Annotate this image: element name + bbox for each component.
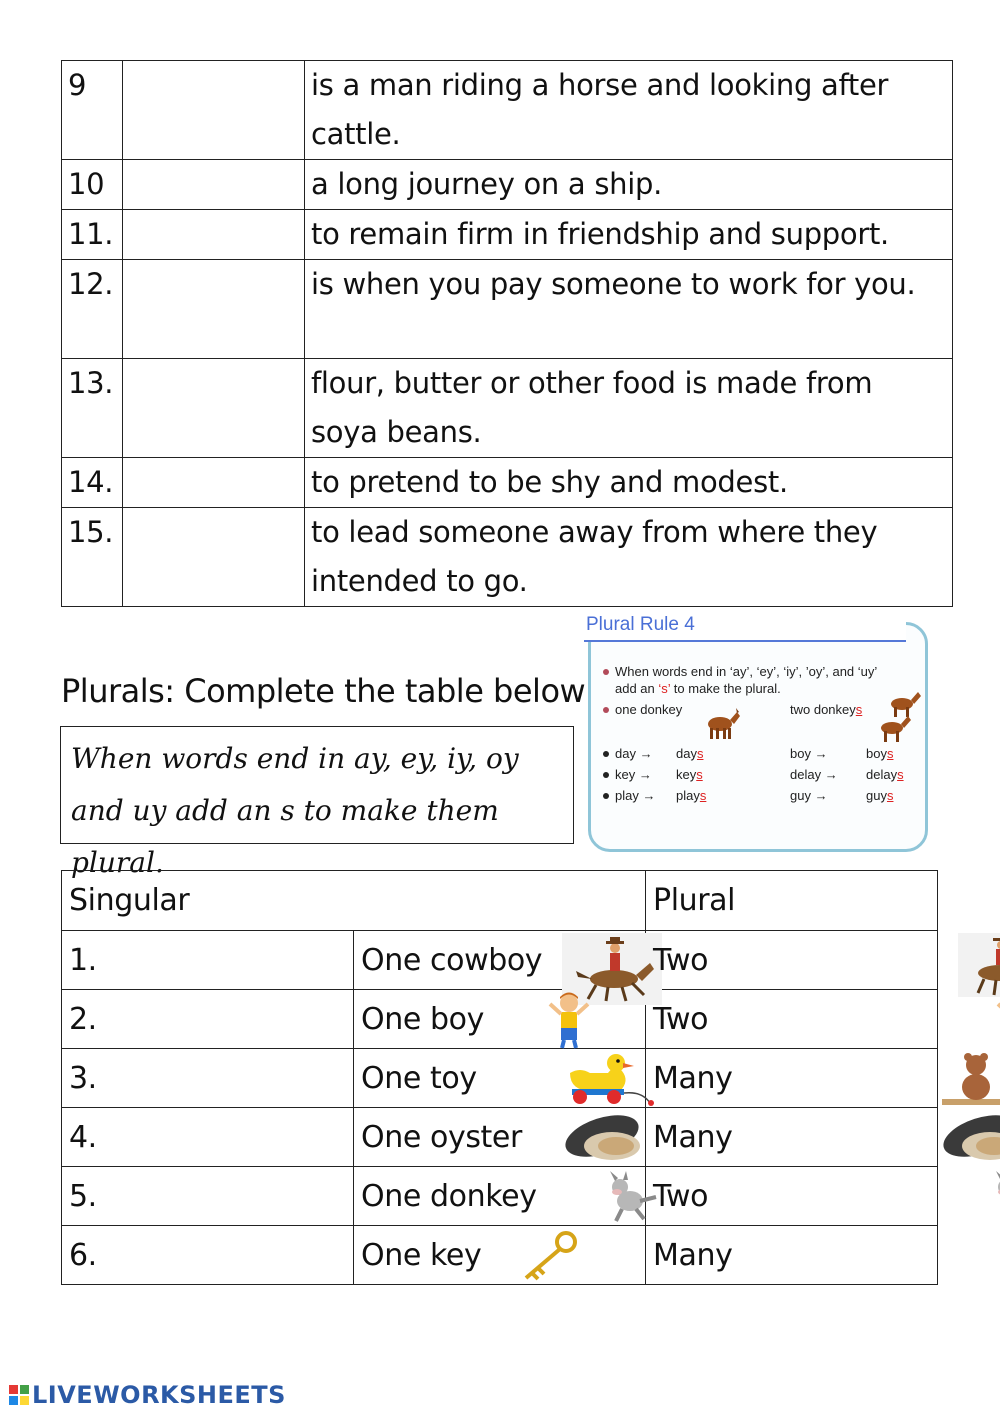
vocab-definition: is a man riding a horse and looking after cattle. (305, 61, 953, 160)
plural-answer-input[interactable] (740, 1238, 934, 1276)
one-donkey-label: one donkey (615, 702, 683, 717)
plural-answer-input[interactable] (740, 1120, 934, 1158)
s-highlight: s (855, 702, 863, 717)
pair-a: play → (615, 788, 656, 803)
vocab-answer-input[interactable] (123, 518, 304, 550)
plurals-row (62, 1167, 938, 1226)
vocab-answer-input[interactable] (123, 369, 304, 401)
bullet-dot (603, 793, 609, 799)
plurals-row (62, 990, 938, 1049)
row-number: 1. (62, 931, 354, 990)
vocab-definition: to lead someone away from where they intended to go. (305, 508, 953, 607)
oyster-icon (560, 1112, 650, 1166)
singular-cell (354, 1049, 646, 1108)
vocab-number: 14. (62, 458, 123, 508)
plural-answer-input[interactable] (740, 943, 934, 981)
vocab-answer-input[interactable] (123, 468, 304, 500)
singular-cell (354, 1108, 646, 1167)
vocab-row (62, 160, 953, 210)
plural-answer-input[interactable] (740, 1179, 934, 1217)
singular-cell (354, 1226, 646, 1285)
rule-text: add an (615, 681, 659, 696)
boys-icon (994, 992, 1000, 1050)
bullet-dot (603, 772, 609, 778)
donkey-icon (702, 704, 742, 740)
vocab-definition: to remain firm in friendship and support. (305, 210, 953, 260)
plural-cell[interactable] (646, 1167, 938, 1226)
vocab-number: 10 (62, 160, 123, 210)
vocab-answer-input[interactable] (123, 170, 304, 202)
plurals-row (62, 1049, 938, 1108)
liveworksheets-brand (8, 1380, 286, 1410)
s-highlight: s (696, 767, 703, 782)
singular-cell (354, 990, 646, 1049)
plurals-table (61, 870, 938, 1285)
s-highlight: s (699, 788, 707, 803)
vocab-number: 9 (62, 61, 123, 160)
vocab-answer-cell[interactable] (123, 260, 305, 359)
bullet-dot (603, 707, 609, 713)
rule-card-bullet-1: When words end in ‘ay’, ‘ey’, ‘iy’, ’oy’, and ‘uy’ (615, 664, 878, 679)
vocab-row (62, 260, 953, 359)
boy-icon (546, 992, 592, 1050)
vocab-row (62, 61, 953, 160)
rule-text: to make the plural. (670, 681, 781, 696)
pair-d (866, 767, 904, 782)
plural-rule-box: When words end in ay, ey, iy, oy and uy add an s to make them plural. (60, 726, 574, 844)
word-stem: delay (866, 767, 898, 782)
plural-prefix: Many (653, 1060, 733, 1096)
plural-prefix: Two (653, 942, 709, 978)
vocab-definition: is when you pay someone to work for you. (305, 260, 953, 359)
vocab-definition: flour, butter or other food is made from soya beans. (305, 359, 953, 458)
vocab-row (62, 458, 953, 508)
vocabulary-table (61, 60, 953, 607)
pair-a: day → (615, 746, 653, 761)
plural-answer-input[interactable] (740, 1002, 934, 1040)
plural-cell[interactable] (646, 1226, 938, 1285)
pair-b (676, 767, 703, 782)
pair-c: guy → (790, 788, 828, 803)
plural-cell[interactable] (646, 990, 938, 1049)
vocab-answer-cell[interactable] (123, 160, 305, 210)
singular-word: One oyster (361, 1119, 522, 1155)
row-number: 5. (62, 1167, 354, 1226)
row-number: 6. (62, 1226, 354, 1285)
plural-cell[interactable] (646, 1049, 938, 1108)
singular-cell (354, 931, 646, 990)
donkeys-icon (992, 1171, 1000, 1225)
cowboys-icon (958, 933, 1000, 997)
plurals-row (62, 1108, 938, 1167)
pair-b (676, 746, 703, 761)
col-plural: Plural (646, 871, 938, 931)
singular-word: One donkey (361, 1178, 537, 1214)
plural-cell[interactable] (646, 931, 938, 990)
vocab-number: 11. (62, 210, 123, 260)
word-stem: play (676, 788, 700, 803)
singular-word: One toy (361, 1060, 477, 1096)
pair-a: key → (615, 767, 652, 782)
s-highlight: s (696, 746, 704, 761)
s-highlight: s (886, 746, 894, 761)
liveworksheets-logo-icon (8, 1384, 30, 1406)
vocab-row (62, 508, 953, 607)
vocab-row (62, 210, 953, 260)
donkeys-icon (874, 686, 924, 746)
plural-cell[interactable] (646, 1108, 938, 1167)
plural-prefix: Many (653, 1119, 733, 1155)
vocab-answer-cell[interactable] (123, 61, 305, 160)
singular-cell (354, 1167, 646, 1226)
vocab-number: 12. (62, 260, 123, 359)
key-icon (520, 1228, 582, 1284)
plurals-header-row (62, 871, 938, 931)
plural-rule-card (584, 612, 932, 854)
word-stem: day (676, 746, 697, 761)
s-highlight: s (886, 788, 894, 803)
bullet-dot (603, 669, 609, 675)
vocab-definition: a long journey on a ship. (305, 160, 953, 210)
s-highlight: ‘s’ (658, 681, 671, 696)
singular-word: One boy (361, 1001, 484, 1037)
plural-prefix: Two (653, 1178, 709, 1214)
vocab-definition: to pretend to be shy and modest. (305, 458, 953, 508)
plural-answer-input[interactable] (740, 1061, 914, 1099)
brand-text: LIVEWORKSHEETS (32, 1381, 286, 1409)
two-donkeys-label (790, 702, 862, 717)
col-singular: Singular (62, 871, 646, 931)
word-stem: boy (866, 746, 887, 761)
pair-b (676, 788, 706, 803)
row-number: 4. (62, 1108, 354, 1167)
vocab-answer-cell[interactable] (123, 210, 305, 260)
vocab-answer-cell[interactable] (123, 508, 305, 607)
pair-c: boy → (790, 746, 828, 761)
oysters-icon (938, 1110, 1000, 1168)
pair-d (866, 788, 893, 803)
row-number: 3. (62, 1049, 354, 1108)
toys-icon (942, 1051, 1000, 1107)
rule-card-title: Plural Rule 4 (584, 612, 906, 642)
pair-c: delay → (790, 767, 838, 782)
word-stem: key (676, 767, 697, 782)
singular-word: One key (361, 1237, 482, 1273)
rule-card-bullet-1b (615, 681, 781, 696)
vocab-answer-input[interactable] (123, 220, 304, 252)
singular-word: One cowboy (361, 942, 543, 978)
plurals-row (62, 1226, 938, 1285)
vocab-row (62, 359, 953, 458)
two-donkeys-stem: two donkey (790, 702, 856, 717)
plurals-heading: Plurals: Complete the table below (61, 672, 586, 710)
vocab-number: 13. (62, 359, 123, 458)
pair-d (866, 746, 893, 761)
vocab-number: 15. (62, 508, 123, 607)
vocab-answer-input[interactable] (123, 270, 304, 302)
plural-prefix: Many (653, 1237, 733, 1273)
word-stem: guy (866, 788, 887, 803)
bullet-dot (603, 751, 609, 757)
plurals-row (62, 931, 938, 990)
vocab-answer-cell[interactable] (123, 359, 305, 458)
vocab-answer-input[interactable] (123, 71, 304, 103)
plural-prefix: Two (653, 1001, 709, 1037)
s-highlight: s (897, 767, 904, 782)
vocab-answer-cell[interactable] (123, 458, 305, 508)
row-number: 2. (62, 990, 354, 1049)
